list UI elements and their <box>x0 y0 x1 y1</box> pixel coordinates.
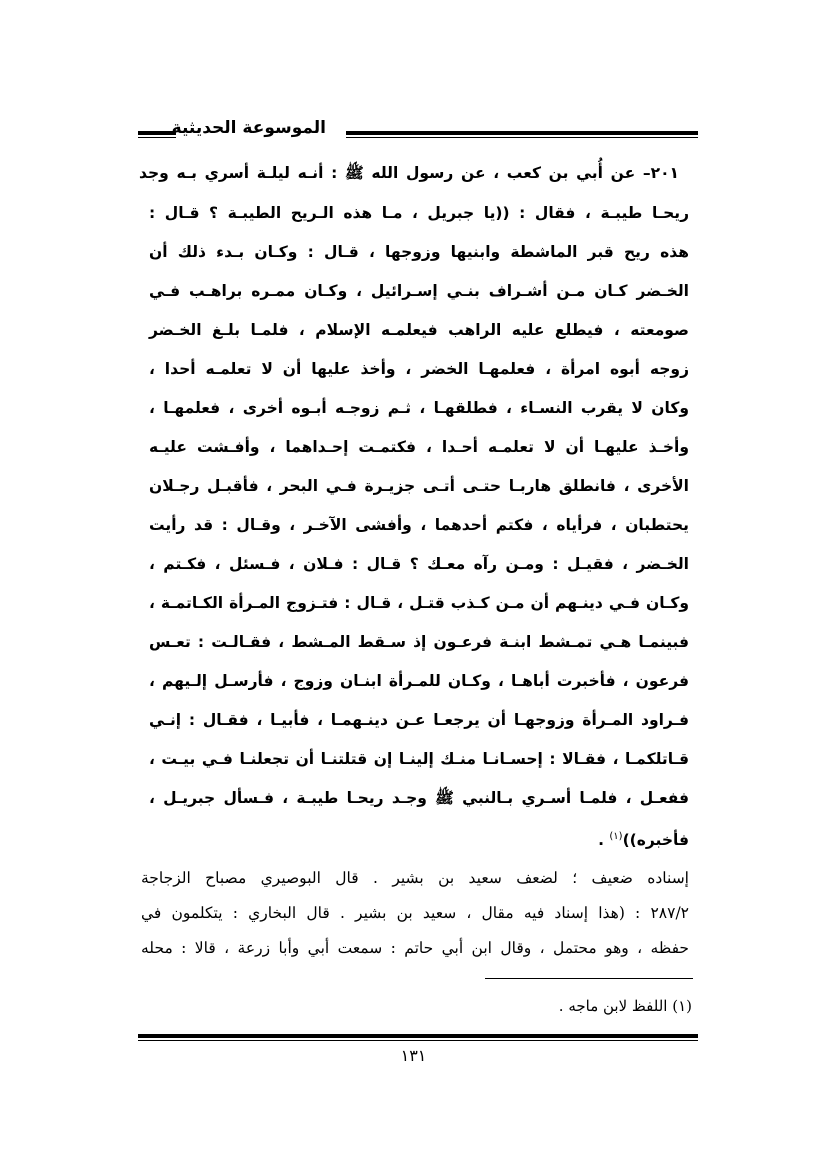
footer-rule <box>138 1034 698 1041</box>
hadith-line: فـراود المـرأة وزوجهـا أن يرجعـا عـن دينـهمـا ، فأبيـا ، فقـال : إنـي <box>149 711 689 729</box>
hadith-line: الخـضر ، فقيـل : ومـن رآه معـك ؟ قـال : فـلان ، فـسئل ، فكـتم ، <box>149 555 689 573</box>
header-title: الموسوعة الحديثية <box>171 118 326 138</box>
hadith-line: صومعته ، فيطلع عليه الراهب فيعلمـه الإسلام ، فلمـا بلـغ الخـضر <box>149 321 689 339</box>
hadith-line: يحتطبان ، فرأياه ، فكتم أحدهما ، وأفشى الآخـر ، وقـال : قد رأيت <box>149 516 689 534</box>
footnote-ref[interactable]: (١) <box>609 831 623 842</box>
footnote: (١) اللفظ لابن ماجه . <box>558 997 692 1015</box>
hadith-line: الأخرى ، فانطلق هاربـا حتـى أتـى جزيـرة فـي البحر ، فأقبـل رجـلان <box>149 477 689 495</box>
header-rule-left <box>138 131 176 138</box>
hadith-line: الخـضر كـان مـن أشـراف بنـي إسـرائيل ، وكـان ممـره براهـب فـي <box>149 282 689 300</box>
hadith-line: ففعـل ، فلمـا أسـري بـالنبي ﷺ وجـد ريحـا طيبـة ، فـسأل جبريـل ، <box>149 789 689 807</box>
hadith-last-text: فأخبره)) <box>622 831 689 850</box>
hadith-line: وكـان فـي دينـهم أن مـن كـذب قتـل ، قـال : فتـزوج المـرأة الكـاتمـة ، <box>149 594 689 612</box>
hadith-last-line <box>149 827 689 850</box>
hadith-line: فرعون ، فأخبرت أباهـا ، وكـان للمـرأة ابنـان وزوج ، فأرسـل إلـيهم ، <box>149 672 689 690</box>
footnote-separator <box>485 978 693 979</box>
hadith-line: وكان لا يقرب النسـاء ، فطلقهـا ، ثـم زوجـه أبـوه أخرى ، فعلمهـا ، <box>149 399 689 417</box>
hadith-line: ريحـا طيبـة ، فقال : ((يا جبريل ، مـا هذه الـريح الطيبـة ؟ قـال : <box>149 204 689 222</box>
header-rule-right <box>346 131 698 138</box>
hadith-line: قـاتلكمـا ، فقـالا : إحسـانـا منـك إلينـا إن قتلتنـا أن تجعلنـا فـي بيـت ، <box>149 750 689 768</box>
commentary-line: ٢٨٧/٢ : (هذا إسناد فيه مقال ، سعيد بن بشير . قال البخاري : يتكلمون في <box>141 904 689 922</box>
page-number: ١٣١ <box>400 1046 427 1065</box>
hadith-end-mark: . <box>598 831 610 850</box>
running-header <box>138 118 698 148</box>
hadith-line: هذه ريح قبر الماشطة وابنيها وزوجها ، قـال : وكـان بـدء ذلك أن <box>149 243 689 261</box>
commentary-line: حفظه ، وهو محتمل ، وقال ابن أبي حاتم : سمعت أبي وأبا زرعة ، قالا : محله <box>141 939 689 957</box>
commentary-line: إسناده ضعيف ؛ لضعف سعيد بن بشير . قال البوصيري مصباح الزجاجة <box>141 869 689 887</box>
hadith-line: زوجه أبوه امرأة ، فعلمهـا الخضر ، وأخذ عليها أن لا تعلمـه أحدا ، <box>149 360 689 378</box>
hadith-line: فبينمـا هـي تمـشط ابنـة فرعـون إذ سـقط المـشط ، فقـالـت : تعـس <box>149 633 689 651</box>
hadith-line: وأخـذ عليهـا أن لا تعلمـه أحـدا ، فكتمـت إحـداهما ، وأفـشت عليـه <box>149 438 689 456</box>
hadith-line: ٢٠١– عن أُبي بن كعب ، عن رسول الله ﷺ : أنـه ليلـة أسري بـه وجد <box>139 164 679 182</box>
